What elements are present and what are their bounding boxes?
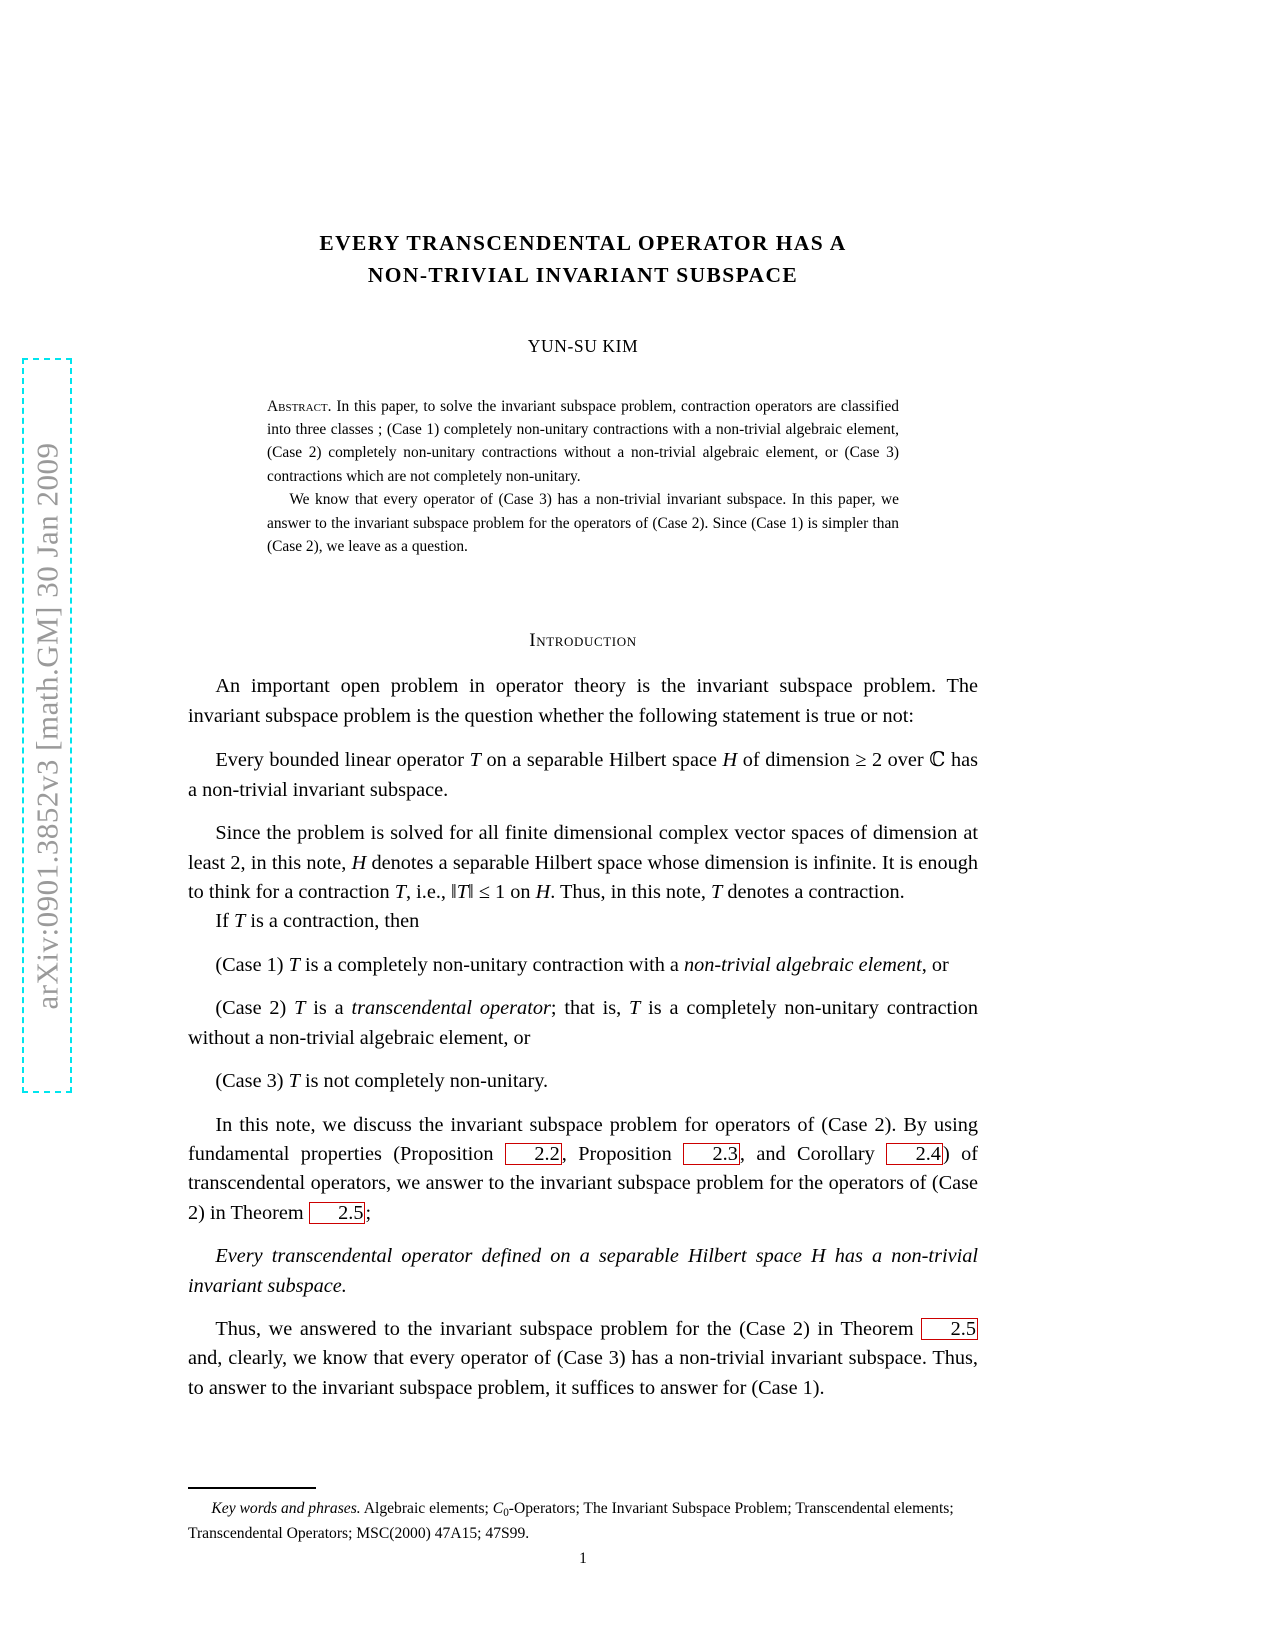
paragraph-summary-refs bbox=[188, 1111, 978, 1229]
body-text bbox=[188, 672, 978, 1403]
arxiv-stamp bbox=[22, 358, 72, 1093]
txt: has a non-trivial invariant subspace. bbox=[188, 749, 978, 801]
link-corollary-2-4[interactable]: 2.4 bbox=[886, 1143, 943, 1165]
txt: . Thus, in this note, bbox=[550, 881, 711, 903]
math-C-subscript: 0 bbox=[503, 1506, 509, 1519]
title-line-2: NON-TRIVIAL INVARIANT SUBSPACE bbox=[367, 262, 799, 287]
txt: , Proposition bbox=[561, 1142, 684, 1165]
math-T: T bbox=[629, 997, 641, 1020]
footnote-text bbox=[188, 1497, 978, 1545]
txt: is a completely non-unitary contraction without a non-trivial algebraic element, or bbox=[188, 997, 979, 1049]
txt: , and Corollary bbox=[739, 1142, 887, 1165]
section-heading-introduction: Introduction bbox=[529, 630, 637, 652]
math-H: H bbox=[351, 851, 367, 874]
footnote-label: Key words and phrases. bbox=[211, 1500, 361, 1517]
txt: Since the problem is solved for all finite dimensional complex vector spaces of dimension at least 2, in this note, bbox=[188, 822, 978, 874]
txt: is a contraction, then bbox=[245, 910, 420, 933]
footnote-block bbox=[188, 1497, 978, 1545]
math-T: T bbox=[233, 910, 246, 933]
math-H: H bbox=[722, 749, 738, 772]
abstract-heading: Abstract. bbox=[267, 397, 332, 415]
math-T: T bbox=[394, 881, 406, 903]
paragraph-case-2 bbox=[188, 994, 978, 1053]
paragraph-main-theorem-statement bbox=[188, 1242, 978, 1301]
txt: ; bbox=[365, 1201, 372, 1224]
math-complex-set: ℂ bbox=[929, 747, 946, 772]
emph-transcendental-operator: transcendental operator bbox=[351, 997, 551, 1020]
math-C: C bbox=[492, 1500, 504, 1517]
paragraph-intro-2 bbox=[188, 819, 978, 907]
math-T: T bbox=[456, 881, 469, 903]
page-number: 1 bbox=[579, 1550, 587, 1567]
math-T: T bbox=[288, 953, 300, 976]
paragraph-conclusion bbox=[188, 1315, 978, 1403]
txt: denotes a contraction. bbox=[722, 881, 905, 903]
math-H: H bbox=[810, 1245, 826, 1268]
abstract-text-1: In this paper, to solve the invariant subspace problem, contraction operators are classified into three classes ; (Case 1) completely non-unitary contractions with a non-trivial algebraic element, (Case 2) completely non-unitary contractions without a non-trivial algebraic element, or (Case 3) contractions which are not completely non-unitary. bbox=[267, 397, 899, 485]
math-T: T bbox=[288, 1070, 300, 1093]
txt: Every bounded linear operator bbox=[215, 749, 470, 772]
txt: ‖ ≤ 1 on bbox=[468, 881, 536, 903]
txt: , or bbox=[921, 953, 949, 976]
txt: If bbox=[215, 910, 234, 933]
txt: denotes a separable Hilbert space whose dimension is infinite. It is enough to think for a contraction bbox=[188, 851, 979, 903]
math-H: H bbox=[535, 881, 551, 903]
txt: , i.e., ‖ bbox=[405, 881, 457, 903]
txt: is not completely non-unitary. bbox=[299, 1070, 549, 1093]
link-theorem-2-5[interactable]: 2.5 bbox=[309, 1202, 366, 1224]
txt: Algebraic elements; bbox=[360, 1500, 493, 1517]
title-line-1: EVERY TRANSCENDENTAL OPERATOR HAS A bbox=[319, 231, 847, 255]
math-T: T bbox=[469, 749, 481, 772]
link-proposition-2-2[interactable]: 2.2 bbox=[505, 1143, 562, 1165]
txt: In this note, we discuss the invariant subspace problem for operators of (Case 2). By using fundamental properties (Proposition bbox=[188, 1113, 978, 1165]
txt: on a separable Hilbert space bbox=[480, 749, 723, 772]
txt: -Operators; The Invariant Subspace Problem; Transcendental elements; Transcendental Operators; MSC(2000) 47A15; 47S99. bbox=[188, 1500, 954, 1542]
txt: Every transcendental operator defined on a separable Hilbert space bbox=[215, 1245, 811, 1268]
txt: of dimension ≥ 2 over bbox=[737, 749, 930, 772]
paragraph-case-3 bbox=[188, 1067, 978, 1096]
case-label: (Case 2) bbox=[215, 997, 295, 1020]
paper-content bbox=[188, 0, 978, 1650]
page-title bbox=[188, 228, 978, 292]
link-proposition-2-3[interactable]: 2.3 bbox=[683, 1143, 740, 1165]
abstract-block bbox=[267, 395, 899, 559]
paragraph-intro-1: An important open problem in operator theory is the invariant subspace problem. The invariant subspace problem is the question whether the following statement is true or not: bbox=[188, 675, 978, 727]
paragraph-statement-question bbox=[188, 745, 978, 805]
txt: ; that is, bbox=[550, 997, 630, 1020]
paragraph-case-1 bbox=[188, 951, 978, 980]
abstract-paragraph-1 bbox=[267, 395, 899, 489]
case-label: (Case 1) bbox=[215, 953, 289, 976]
abstract-paragraph-2: We know that every operator of (Case 3) has a non-trivial invariant subspace. In this paper, we answer to the invariant subspace problem for the operators of (Case 2). Since (Case 1) is simpler than (Case 2), we leave as a question. bbox=[267, 491, 899, 556]
math-T: T bbox=[710, 881, 723, 903]
arxiv-stamp-text: arXiv:0901.3852v3 [math.GM] 30 Jan 2009 bbox=[29, 441, 65, 1010]
txt: has a non-trivial invariant subspace. bbox=[188, 1245, 979, 1297]
author-name: YUN-SU KIM bbox=[527, 335, 639, 356]
case-label: (Case 3) bbox=[215, 1070, 289, 1093]
emph-non-trivial-algebraic-element: non-trivial algebraic element bbox=[684, 953, 922, 976]
txt: Thus, we answered to the invariant subspace problem for the (Case 2) in Theorem bbox=[215, 1318, 922, 1341]
txt: is a completely non-unitary contraction with a bbox=[299, 953, 684, 976]
txt: is a bbox=[305, 997, 352, 1020]
footnote-separator-rule bbox=[188, 1487, 316, 1489]
txt: and, clearly, we know that every operator of (Case 3) has a non-trivial invariant subspace. Thus, to answer to the invariant subspace problem, it suffices to answer for (Case 1). bbox=[188, 1347, 978, 1399]
link-theorem-2-5-second[interactable]: 2.5 bbox=[921, 1318, 978, 1340]
paragraph-if-contraction bbox=[188, 907, 978, 936]
txt: ) of transcendental operators, we answer to the invariant subspace problem for the operators of (Case 2) in Theorem bbox=[188, 1142, 979, 1224]
math-T: T bbox=[294, 997, 306, 1020]
